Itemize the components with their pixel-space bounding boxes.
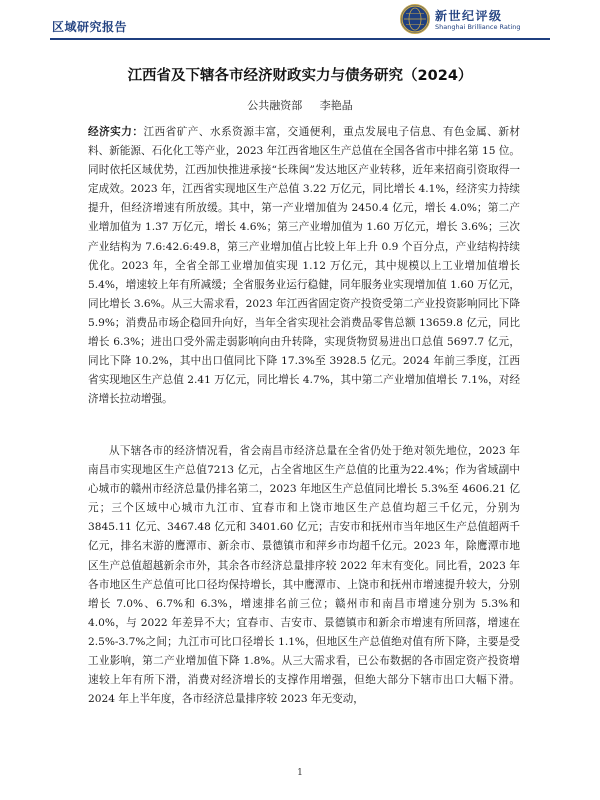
globe-emblem-icon xyxy=(400,4,430,34)
section-label: 区域研究报告 xyxy=(52,20,128,34)
report-title: 江西省及下辖各市经济财政实力与债务研究（2024） xyxy=(127,68,473,84)
logo-english-name: Shanghai Brilliance Rating xyxy=(435,23,521,31)
economic-strength-section xyxy=(88,123,520,409)
header-divider xyxy=(50,38,550,40)
brand-logo xyxy=(400,4,550,36)
city-economy-section xyxy=(88,442,520,709)
body-paragraph xyxy=(88,123,520,409)
paragraph-text: 江西省矿产、水系资源丰富，交通便利，重点发展电子信息、有色金属、新材料、新能源、石化化工等产业，2023 年江西省地区生产总值在全国各省市中排名第 15 位。同时依托区域优势，江西加快推进承接“长珠闽”发达地区产业转移，近年来招商引资取得一定成效。2023 年，江西省实现地区生产总值 3.22 万亿元，同比增长 4.1%，经济实力持续提升，但经济增速有所放缓。其中，第一产业增加值为 2450.4 亿元，增长 4.0%；第二产业增加值为 1.37 万亿元，增长 4.6%；第三产业增加值为 1.60 万亿元，增长 3.6%；三次产业结构为 7.6:42.6:49.8，第三产业增加值占比较上年上升 0.9 个百分点，产业结构持续优化。2023 年，全省全部工业增加值实现 1.12 万亿元，其中规模以上工业增加值增长 5.4%，增速较上年有所减缓；全省服务业运行稳健，同年服务业实现增加值 1.60 万亿元，同比增长 3.6%。从三大需求看，2023 年江西省固定资产投资受第二产业投资影响同比下降 5.9%；消费品市场企稳回升向好，当年全省实现社会消费品零售总额 13659.8 亿元，同比增长 6.3%；进出口受外需走弱影响向由升转降，实现货物贸易进出口总值 5697.7 亿元，同比下降 10.2%，其中出口值同比下降 17.3%至 3928.5 亿元。2024 年前三季度，江西省实现地区生产总值 2.41 万亿元，同比增长 4.7%，其中第二产业增加值增长 7.1%，对经济增长拉动增强。 xyxy=(88,126,521,406)
author-name: 李艳晶 xyxy=(319,99,353,112)
logo-chinese-name: 新世纪评级 xyxy=(435,9,503,23)
body-paragraph: 从下辖各市的经济情况看，省会南昌市经济总量在全省仍处于绝对领先地位，2023 年南昌市实现地区生产总值7213 亿元，占全省地区生产总值的比重为22.4%；作为省域副中心城市的赣州市经济总量仍排名第二，2023 年地区生产总值同比增长 5.3%至 4606.21 亿元；三个区域中心城市九江市、宜春市和上饶市地区生产总值均超三千亿元，分别为 3845.11 亿元、3467.48 亿元和 3401.60 亿元；吉安市和抚州市当年地区生产总值超两千亿元，排名末游的鹰潭市、新余市、景德镇市和萍乡市均超千亿元。2023 年，除鹰潭市地区生产总值超越新余市外，其余各市经济总量排序较 2022 年末有变化。同比看，2023 年各市地区生产总值可比口径均保持增长，其中鹰潭市、上饶市和抚州市增速提升较大，分别增长 7.0%、6.7%和 6.3%，增速排名前三位；赣州市和南昌市增速分别为 5.3%和 4.0%，与 2022 年差异不大；宜春市、吉安市、景德镇市和新余市增速有所回落，增速在 2.5%-3.7%之间；九江市可比口径增长 1.1%，但地区生产总值绝对值有所下降，主要是受工业影响，第二产业增加值下降 1.8%。从三大需求看，已公布数据的各市固定资产投资增速较上年有所下滑，消费对经济增长的支撑作用增强，但绝大部分下辖市出口大幅下滑。2024 年上半年度，各市经济总量排序较 2023 年无变动， xyxy=(88,445,520,706)
lead-term: 经济实力： xyxy=(88,126,144,138)
page-header xyxy=(0,0,600,42)
page-number: 1 xyxy=(297,768,303,778)
author-line xyxy=(50,97,550,113)
author-department: 公共融资部 xyxy=(247,99,303,112)
